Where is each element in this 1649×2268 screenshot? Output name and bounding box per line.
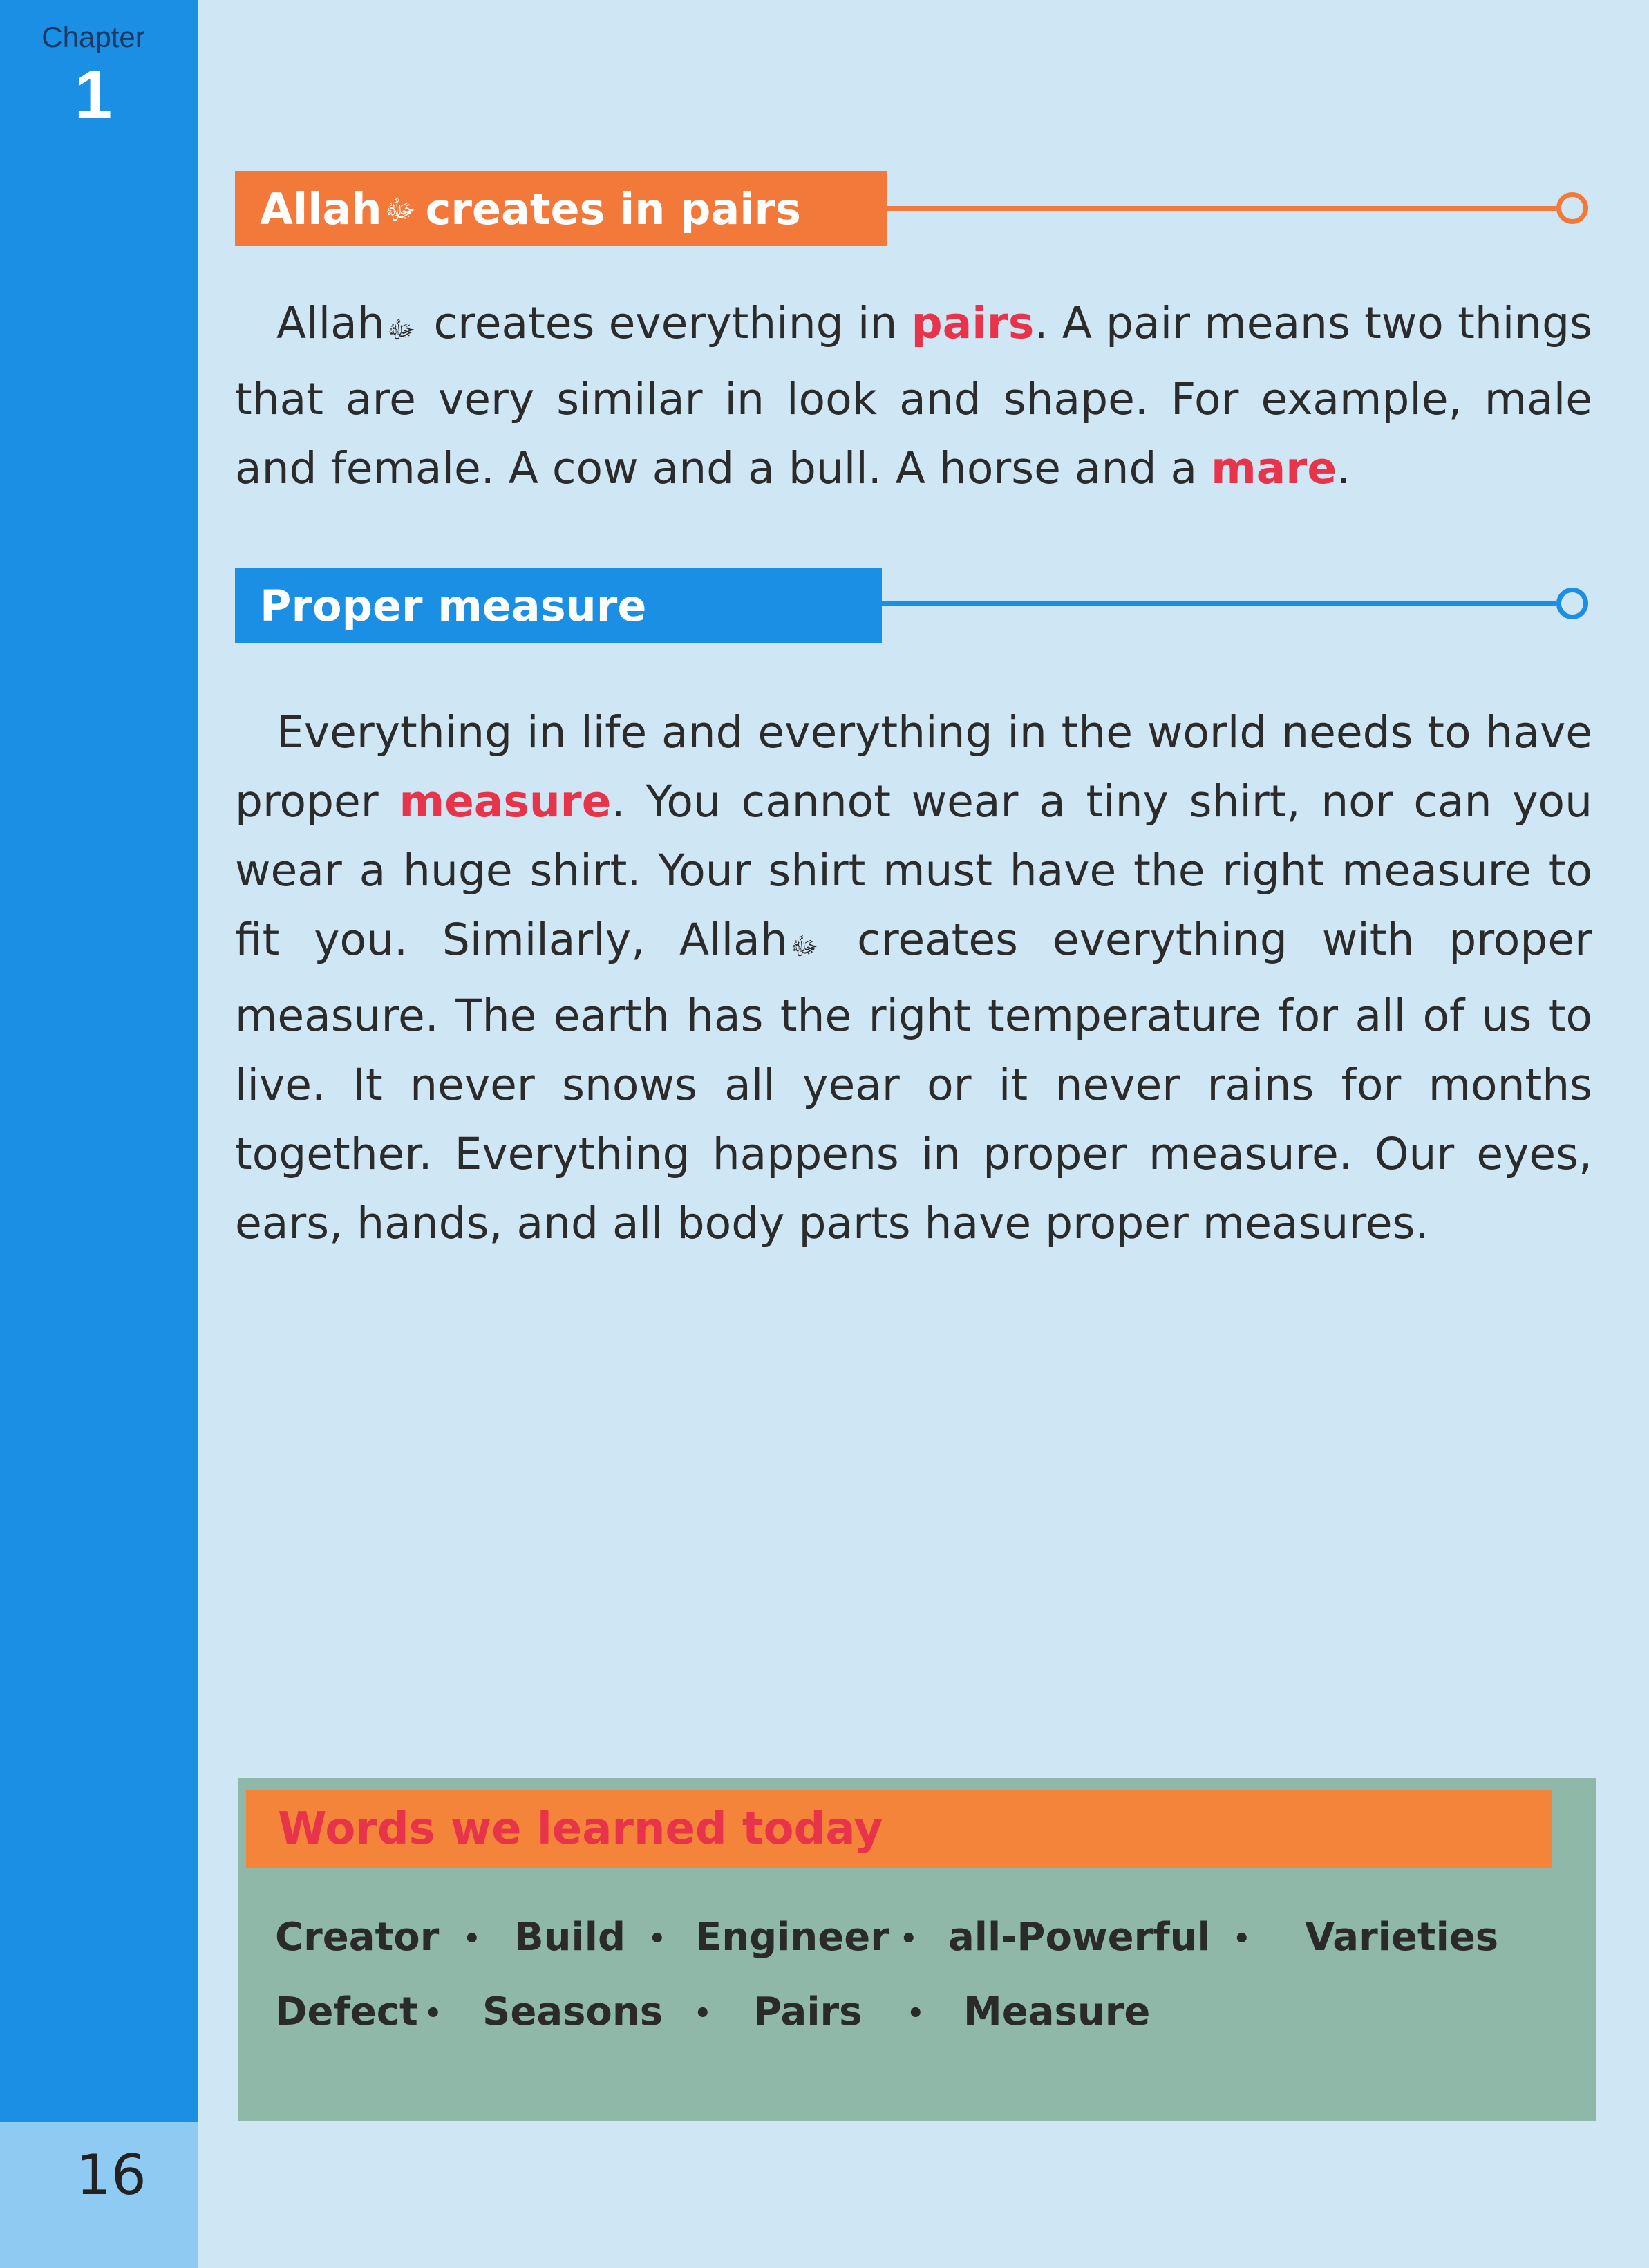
paragraph-text: creates everything in — [420, 298, 912, 348]
vocab-word: Engineer — [695, 1915, 889, 1960]
words-learned-box — [238, 1778, 1596, 2121]
separator-dot: • — [463, 1923, 481, 1955]
vocab-word: Build — [514, 1915, 626, 1960]
paragraph-text: Everything in life and everything in the world needs to have proper — [235, 707, 1592, 827]
separator-dot: • — [907, 1998, 925, 2030]
highlight-word: measure — [399, 776, 612, 827]
paragraph-text: creates everything with proper measure. The earth has the right temperature for all of us to live. It never snows all year or it never rains for months together. Everything happens in proper measure. Our eyes, ears, hands, and all body parts have proper measures. — [235, 915, 1593, 1248]
heading-ring-icon — [1556, 588, 1588, 619]
chapter-label: Chapter — [41, 21, 145, 53]
heading-text: Proper measure — [260, 580, 647, 631]
highlight-word: pairs — [911, 298, 1035, 348]
heading-rule — [882, 601, 1556, 606]
paragraph-text: . A pair means two things that are very similar in look and shape. For example, male and female. A cow and a bull. A horse and a — [235, 298, 1592, 494]
paragraph-text: Allah — [276, 298, 385, 348]
honorific-icon: ﷻ — [387, 316, 416, 344]
vocab-word: Seasons — [482, 1989, 663, 2034]
vocab-word: Varieties — [1305, 1915, 1499, 1960]
vocab-word: Pairs — [753, 1989, 863, 2034]
heading-text: creates in pairs — [425, 183, 801, 234]
vocab-word: Defect — [275, 1989, 418, 2034]
honorific-icon: ﷻ — [790, 932, 819, 961]
heading-proper-measure — [235, 568, 882, 643]
separator-dot: • — [900, 1923, 918, 1955]
separator-dot: • — [648, 1923, 666, 1955]
separator-dot: • — [694, 1998, 712, 2030]
chapter-number: 1 — [74, 56, 113, 132]
paragraph-text: . — [1337, 443, 1351, 494]
heading-rule — [887, 206, 1556, 211]
paragraph-text: . You cannot wear a tiny shirt, nor can you wear a huge shirt. Your shirt must have the right measure to fit you. Similarly, Allah — [235, 776, 1592, 965]
chapter-sidebar — [0, 0, 198, 2122]
separator-dot: • — [1233, 1923, 1251, 1955]
vocab-word: Measure — [963, 1989, 1151, 2034]
vocab-word: Creator — [275, 1915, 440, 1960]
separator-dot: • — [424, 1998, 442, 2030]
words-title: Words we learned today — [246, 1790, 1552, 1868]
honorific-icon: ﷻ — [384, 194, 416, 226]
highlight-word: mare — [1211, 443, 1337, 494]
heading-ring-icon — [1556, 192, 1588, 224]
page-number: 16 — [76, 2143, 147, 2207]
paragraph-pairs — [235, 289, 1592, 503]
vocab-word: all-Powerful — [948, 1915, 1211, 1960]
paragraph-measure — [235, 698, 1592, 1258]
heading-text: Allah — [260, 183, 382, 234]
heading-creates-in-pairs — [235, 171, 887, 246]
